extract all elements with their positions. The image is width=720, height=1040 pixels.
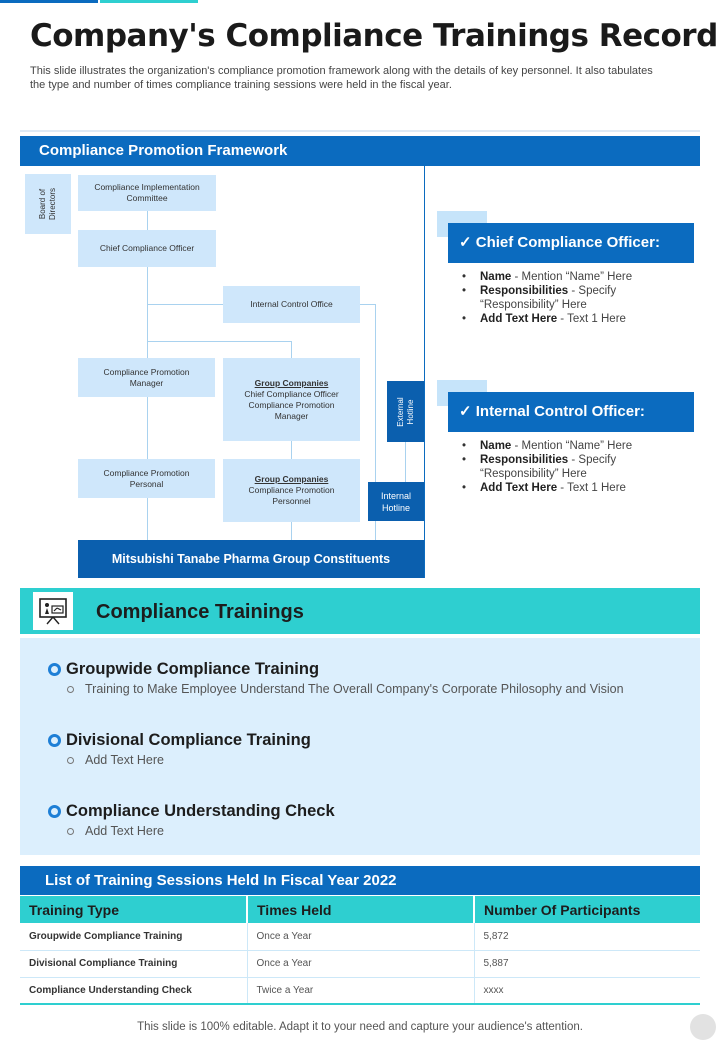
table-header-row: [20, 896, 700, 923]
presentation-board-icon: [33, 592, 73, 630]
trainings-title: Compliance Trainings: [96, 601, 304, 623]
framework-header: Compliance Promotion Framework: [20, 136, 700, 166]
page-title: Company's Compliance Trainings Record: [30, 18, 718, 54]
table-row: [20, 950, 700, 977]
role-title-chief: ✓ Chief Compliance Officer:: [448, 223, 694, 263]
bullet-circle-icon: [67, 686, 74, 693]
bullet-circle-icon: [67, 828, 74, 835]
table-cell: 5,872: [474, 923, 700, 950]
board-of-directors-box: Board of Directors: [25, 174, 71, 234]
connector-line: [147, 341, 291, 342]
connector-line: [147, 304, 223, 305]
training-item: Groupwide Compliance Training Training to Make Employee Understand The Overall Company's Corporate Philosophy and Vision: [48, 660, 624, 696]
bullet-ring-icon: [48, 663, 61, 676]
table-cell: 5,887: [474, 950, 700, 977]
sessions-header: List of Training Sessions Held In Fiscal Year 2022: [20, 866, 700, 895]
column-header: Training Type: [20, 896, 247, 923]
role-title-internal: ✓ Internal Control Officer:: [448, 392, 694, 432]
promotion-manager-box: Compliance Promotion Manager: [78, 358, 215, 397]
table-row: [20, 923, 700, 950]
internal-control-office-box: Internal Control Office: [223, 286, 360, 323]
table-cell: Once a Year: [247, 923, 474, 950]
chief-compliance-officer-box: Chief Compliance Officer: [78, 230, 216, 267]
table-cell: xxxx: [474, 977, 700, 1004]
table-cell: Groupwide Compliance Training: [20, 923, 247, 950]
column-header: Times Held: [247, 896, 474, 923]
table-row: [20, 977, 700, 1004]
role-details-chief: [462, 270, 692, 326]
training-item: Divisional Compliance Training Add Text Here: [48, 731, 311, 767]
page-subtitle: This slide illustrates the organization's compliance promotion framework along with the details of key personnel. It also tabulates the type and number of times compliance training sessions were held in the fiscal year.: [30, 65, 653, 91]
implementation-committee-box: Compliance Implementation Committee: [78, 175, 216, 211]
corner-circle: [690, 1014, 716, 1040]
training-item: Compliance Understanding Check Add Text Here: [48, 802, 335, 838]
divider: [20, 130, 700, 132]
bullet-circle-icon: [67, 757, 74, 764]
bullet-ring-icon: [48, 805, 61, 818]
table-cell: Divisional Compliance Training: [20, 950, 247, 977]
sessions-table: [20, 896, 700, 1005]
role-name-item: • Name - Mention “Name” Here: [462, 270, 692, 284]
table-cell: Twice a Year: [247, 977, 474, 1004]
role-add-item: • Add Text Here - Text 1 Here: [462, 312, 692, 326]
role-details-internal: [462, 439, 692, 495]
connector-line: [360, 304, 375, 305]
connector-line: [405, 442, 406, 482]
group-companies-box-2: Group Companies Compliance Promotion Personnel: [223, 459, 360, 522]
role-name-item: • Name - Mention “Name” Here: [462, 439, 692, 453]
role-resp-item: • Responsibilities - Specify “Responsibility” Here: [462, 284, 692, 312]
role-resp-item: • Responsibilities - Specify “Responsibility” Here: [462, 453, 692, 481]
top-accent-bar: [0, 0, 200, 3]
bullet-ring-icon: [48, 734, 61, 747]
group-companies-box-1: Group Companies Chief Compliance Officer Compliance Promotion Manager: [223, 358, 360, 441]
constituents-bar: Mitsubishi Tanabe Pharma Group Constituents: [78, 540, 424, 578]
external-hotline-box: External Hotline: [387, 381, 424, 442]
table-cell: Once a Year: [247, 950, 474, 977]
connector-line: [424, 166, 425, 578]
promotion-personal-box: Compliance Promotion Personal: [78, 459, 215, 498]
column-header: Number Of Participants: [474, 896, 700, 923]
role-add-item: • Add Text Here - Text 1 Here: [462, 481, 692, 495]
table-cell: Compliance Understanding Check: [20, 977, 247, 1004]
internal-hotline-box: Internal Hotline: [368, 482, 424, 521]
footer-note: This slide is 100% editable. Adapt it to your need and capture your audience's attention.: [137, 1021, 583, 1033]
